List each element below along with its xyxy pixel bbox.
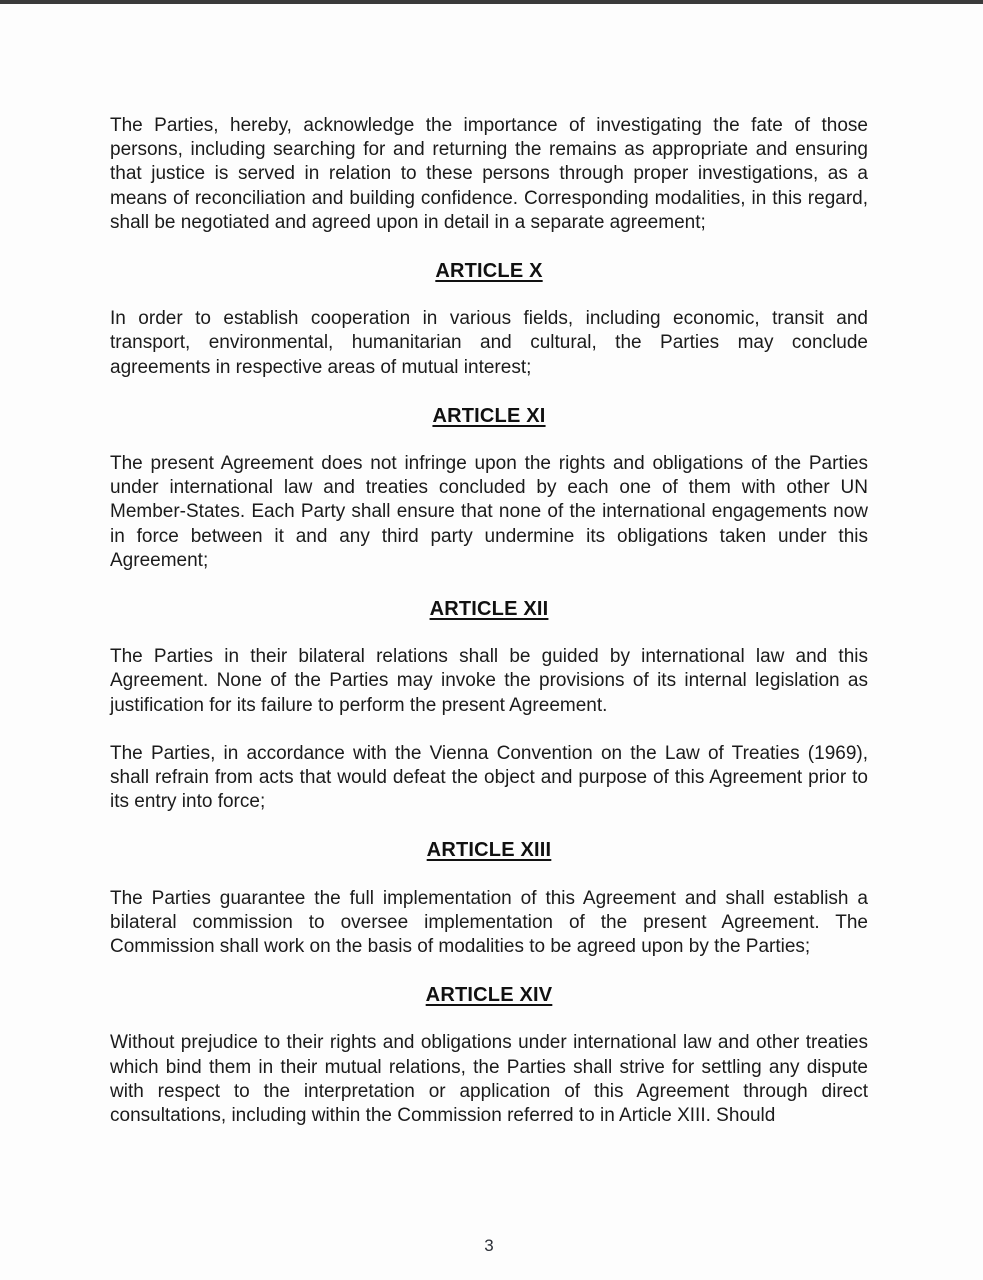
body-paragraph: The Parties guarantee the full implementation of this Agreement and shall establish a bilateral commission to oversee implementation of the present Agreement. The Commission shall work on the basis of modalities to be agreed upon by the Parties; — [110, 887, 868, 958]
article-heading: ARTICLE XIV — [425, 984, 553, 1007]
body-paragraph: Without prejudice to their rights and obligations under international law and other treaties which bind them in their mutual relations, the Parties shall strive for settling any dispute with respect to the interpretation or application of this Agreement through direct consultations, including within the Commission referred to in Article XIII. Should — [110, 1032, 868, 1127]
body-paragraph: The Parties, hereby, acknowledge the importance of investigating the fate of those persons, including searching for and returning the remains as appropriate and ensuring that justice is served in relation to these persons through proper investigations, as a means of reconciliation and building confidence. Corresponding modalities, in this regard, shall be negotiated and agreed upon in detail in a separate agreement; — [110, 115, 868, 233]
page-number: 3 — [484, 1236, 494, 1255]
document-content — [110, 114, 868, 1152]
body-paragraph: The present Agreement does not infringe upon the rights and obligations of the Parties under international law and treaties concluded by each one of them with other UN Member-States. Each Party shall ensure that none of the international engagements now in force between it and any third party undermine its obligations taken under this Agreement; — [110, 453, 868, 571]
article-heading: ARTICLE X — [435, 260, 543, 283]
body-paragraph: The Parties in their bilateral relations shall be guided by international law and this Agreement. None of the Parties may invoke the provisions of its internal legislation as justification for its failure to perform the present Agreement. — [110, 646, 868, 716]
scan-edge-bar — [0, 0, 983, 4]
article-heading: ARTICLE XIII — [426, 839, 552, 862]
page-footer — [110, 1236, 868, 1256]
body-paragraph: In order to establish cooperation in various fields, including economic, transit and transport, environmental, humanitarian and cultural, the Parties may conclude agreements in respective areas of mutual interest; — [110, 308, 868, 378]
article-heading: ARTICLE XI — [432, 404, 546, 427]
body-paragraph: The Parties, in accordance with the Vienna Convention on the Law of Treaties (1969), shall refrain from acts that would defeat the object and purpose of this Agreement prior to its entry into force; — [110, 742, 868, 813]
article-heading: ARTICLE XII — [429, 598, 549, 621]
